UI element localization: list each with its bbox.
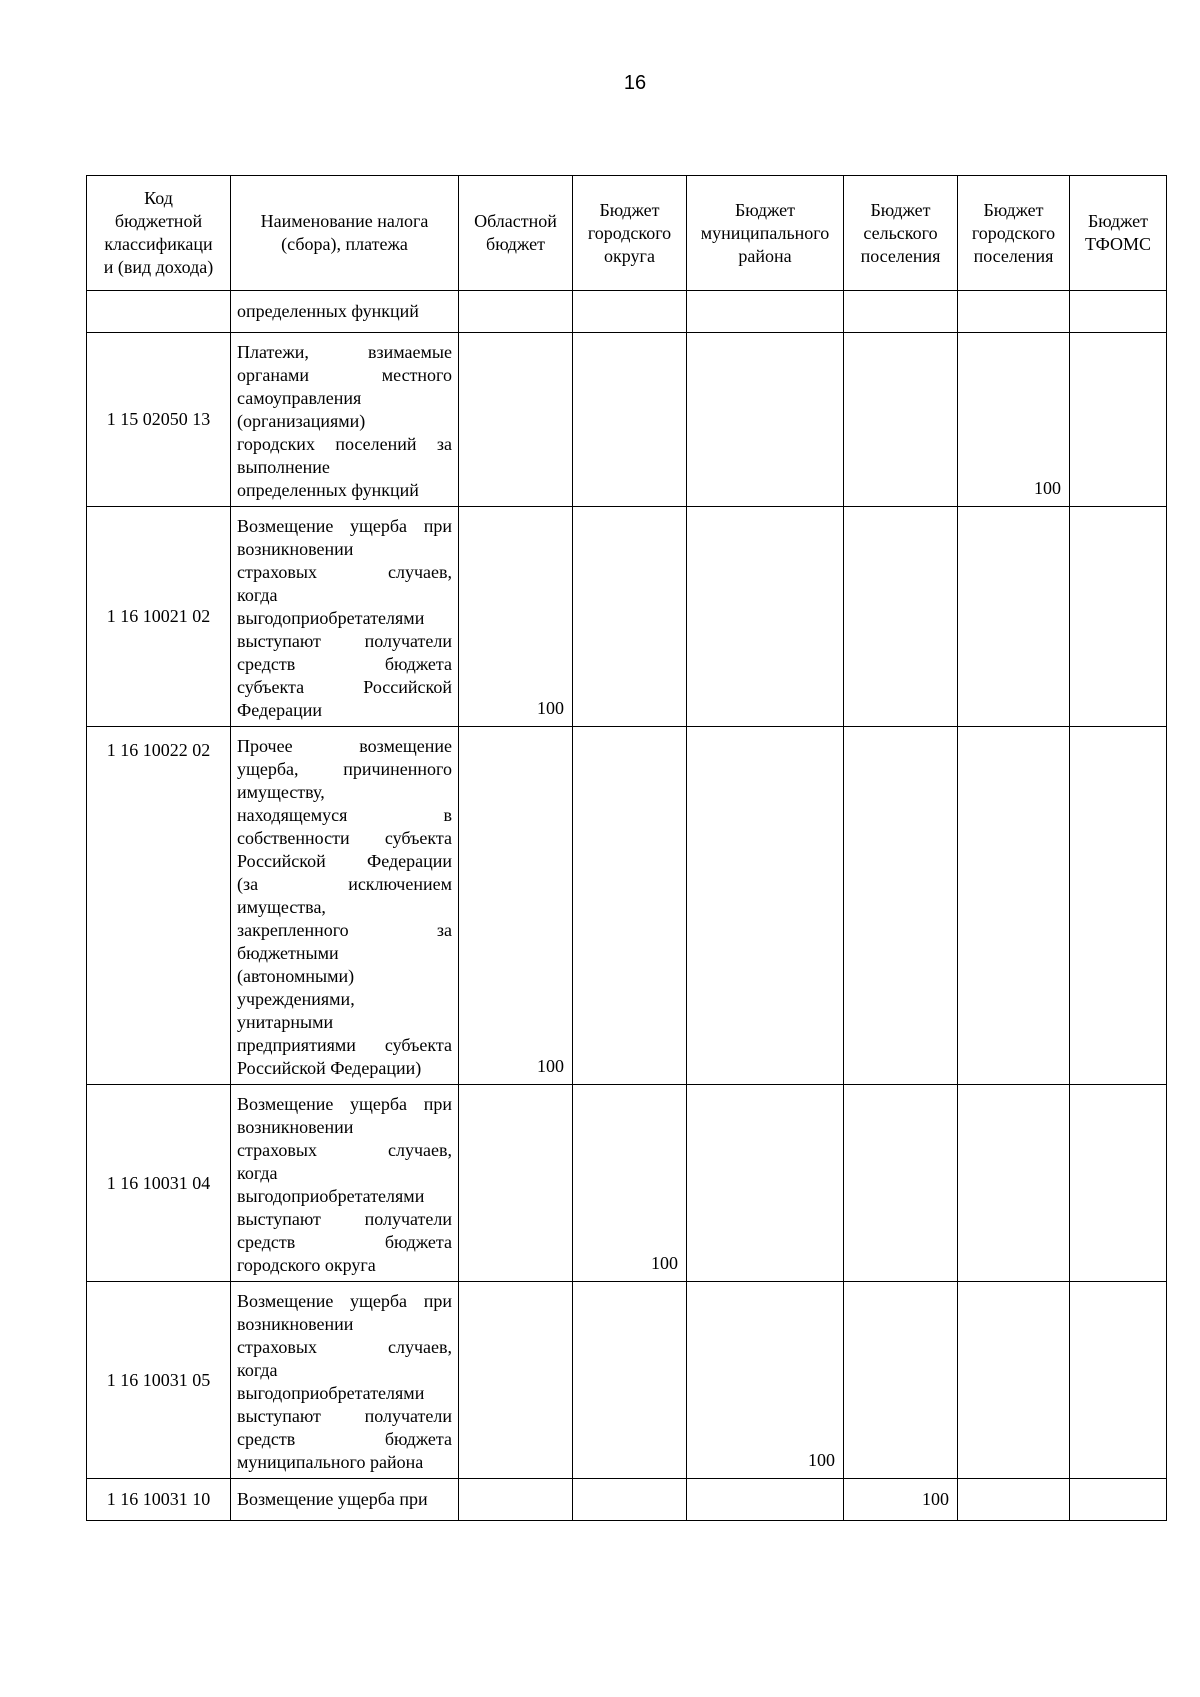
table-row: [87, 1085, 1167, 1282]
municipal-district-budget-cell: [687, 291, 844, 333]
tfoms-budget-cell: [1070, 1479, 1167, 1521]
header-line: классификаци: [104, 234, 213, 254]
budget-code-cell: 1 16 10031 04: [87, 1085, 231, 1282]
header-line: Наименование налога: [260, 211, 429, 231]
tax-name-line: Российской Федерации: [237, 851, 452, 871]
header-tax-name: [231, 176, 459, 291]
tax-name-line: собственности субъекта: [237, 828, 452, 848]
tax-name-line: (организациями): [237, 411, 366, 431]
header-regional-budget: [459, 176, 573, 291]
tax-name-line: выступают получатели: [237, 631, 452, 651]
header-line: сельского: [863, 222, 938, 243]
tax-name-line: субъекта Российской: [237, 677, 452, 697]
header-line: (сбора), платежа: [281, 234, 408, 254]
header-line: района: [738, 245, 792, 266]
city-district-budget-cell: [573, 291, 687, 333]
tax-name-line: выступают получатели: [237, 1406, 452, 1426]
tax-name-line: выполнение: [237, 457, 330, 477]
municipal-district-budget-cell: 100: [687, 1282, 844, 1479]
tfoms-budget-cell: [1070, 1282, 1167, 1479]
header-line: Бюджет: [599, 199, 660, 220]
table-header: [87, 176, 1167, 291]
regional-budget-cell: [459, 333, 573, 507]
header-row: [87, 176, 1167, 291]
revenue-distribution-table: [86, 175, 1167, 1521]
tax-name-cell: [231, 333, 459, 507]
tax-name-line: бюджетными: [237, 943, 339, 963]
tax-name-line: учреждениями,: [237, 989, 355, 1009]
header-line: ТФОМС: [1084, 234, 1152, 254]
municipal-district-budget-cell: [687, 1479, 844, 1521]
header-line: Бюджет: [1087, 211, 1149, 231]
tax-name-line: Возмещение ущерба при: [237, 1489, 428, 1509]
tax-name-line: городского округа: [237, 1255, 376, 1275]
tax-name-line: предприятиями субъекта: [237, 1035, 452, 1055]
tax-name-line: Российской Федерации): [237, 1058, 422, 1078]
rural-settlement-budget-cell: [844, 291, 958, 333]
header-line: Бюджет: [983, 199, 1044, 220]
tax-name-line: унитарными: [237, 1012, 334, 1032]
city-district-budget-cell: [573, 333, 687, 507]
tax-name-line: возникновении: [237, 1117, 354, 1137]
header-line: поселения: [973, 245, 1054, 266]
tax-name-line: возникновении: [237, 539, 354, 559]
header-line: Областной: [474, 211, 557, 231]
urban-settlement-budget-cell: [958, 1479, 1070, 1521]
tax-name-line: находящемуся в: [237, 805, 452, 825]
tax-name-line: Прочее возмещение: [237, 736, 452, 756]
header-line: городского: [587, 222, 672, 243]
municipal-district-budget-cell: [687, 1085, 844, 1282]
budget-code-cell: 1 15 02050 13: [87, 333, 231, 507]
tax-name-line: Возмещение ущерба при: [237, 1291, 452, 1311]
tax-name-line: определенных функций: [237, 301, 419, 321]
tax-name-cell: [231, 291, 459, 333]
tfoms-budget-cell: [1070, 1085, 1167, 1282]
tax-name-line: ущерба, причиненного: [237, 759, 452, 779]
tax-name-line: Федерации: [237, 700, 323, 720]
regional-budget-cell: [459, 1085, 573, 1282]
urban-settlement-budget-cell: [958, 1282, 1070, 1479]
budget-code-cell: 1 16 10021 02: [87, 507, 231, 727]
tfoms-budget-cell: [1070, 291, 1167, 333]
rural-settlement-budget-cell: [844, 1085, 958, 1282]
table-row: [87, 333, 1167, 507]
urban-settlement-budget-cell: [958, 507, 1070, 727]
tax-name-line: когда: [237, 1163, 278, 1183]
urban-settlement-budget-cell: 100: [958, 333, 1070, 507]
tax-name-line: возникновении: [237, 1314, 354, 1334]
tax-name-line: определенных функций: [237, 480, 419, 500]
tax-name-cell: [231, 1479, 459, 1521]
tax-name-cell: [231, 1282, 459, 1479]
regional-budget-cell: 100: [459, 507, 573, 727]
header-line: и (вид дохода): [103, 257, 214, 277]
tax-name-line: когда: [237, 1360, 278, 1380]
tax-name-line: страховых случаев,: [237, 1337, 452, 1357]
city-district-budget-cell: [573, 1282, 687, 1479]
header-line: поселения: [860, 245, 941, 266]
tax-name-line: муниципального района: [237, 1452, 424, 1472]
urban-settlement-budget-cell: [958, 291, 1070, 333]
header-line: бюджет: [486, 234, 545, 254]
tax-name-cell: [231, 507, 459, 727]
tax-name-line: Возмещение ущерба при: [237, 516, 452, 536]
budget-code-cell: [87, 291, 231, 333]
header-urban-settlement-budget: [958, 176, 1070, 291]
header-line: Бюджет: [870, 199, 931, 220]
urban-settlement-budget-cell: [958, 727, 1070, 1085]
municipal-district-budget-cell: [687, 507, 844, 727]
budget-code-cell: 1 16 10031 10: [87, 1479, 231, 1521]
tax-name-line: имуществу,: [237, 782, 325, 802]
municipal-district-budget-cell: [687, 727, 844, 1085]
tax-name-line: Платежи, взимаемые: [237, 342, 452, 362]
rural-settlement-budget-cell: [844, 727, 958, 1085]
rural-settlement-budget-cell: [844, 507, 958, 727]
tax-name-line: органами местного: [237, 365, 452, 385]
tax-name-line: Возмещение ущерба при: [237, 1094, 452, 1114]
table-row: [87, 291, 1167, 333]
page-number: 16: [623, 72, 647, 94]
regional-budget-cell: [459, 1282, 573, 1479]
table-row: [87, 1282, 1167, 1479]
header-line: муниципального: [700, 222, 830, 243]
city-district-budget-cell: 100: [573, 1085, 687, 1282]
header-tfoms-budget: [1070, 176, 1167, 291]
tax-name-line: самоуправления: [237, 388, 362, 408]
tax-name-cell: [231, 1085, 459, 1282]
tax-name-line: (за исключением: [237, 874, 452, 894]
rural-settlement-budget-cell: [844, 1282, 958, 1479]
municipal-district-budget-cell: [687, 333, 844, 507]
rural-settlement-budget-cell: [844, 333, 958, 507]
table-row: [87, 507, 1167, 727]
header-code: [87, 176, 231, 291]
budget-code-cell: 1 16 10031 05: [87, 1282, 231, 1479]
tax-name-line: средств бюджета: [237, 654, 452, 674]
header-line: городского: [971, 222, 1056, 243]
budget-code-cell: 1 16 10022 02: [87, 727, 231, 1085]
header-line: бюджетной: [114, 211, 203, 231]
rural-settlement-budget-cell: 100: [844, 1479, 958, 1521]
table-row: [87, 1479, 1167, 1521]
tax-name-line: средств бюджета: [237, 1232, 452, 1252]
tfoms-budget-cell: [1070, 727, 1167, 1085]
header-city-district-budget: [573, 176, 687, 291]
tax-name-line: средств бюджета: [237, 1429, 452, 1449]
header-rural-settlement-budget: [844, 176, 958, 291]
city-district-budget-cell: [573, 507, 687, 727]
regional-budget-cell: 100: [459, 727, 573, 1085]
regional-budget-cell: [459, 291, 573, 333]
city-district-budget-cell: [573, 727, 687, 1085]
tax-name-line: выступают получатели: [237, 1209, 452, 1229]
tax-name-line: выгодоприобретателями: [237, 608, 425, 628]
header-line: Код: [144, 188, 173, 208]
tax-name-line: (автономными): [237, 966, 355, 986]
tax-name-line: когда: [237, 585, 278, 605]
header-line: округа: [604, 245, 655, 266]
city-district-budget-cell: [573, 1479, 687, 1521]
tax-name-line: страховых случаев,: [237, 562, 452, 582]
tax-name-line: страховых случаев,: [237, 1140, 452, 1160]
tfoms-budget-cell: [1070, 333, 1167, 507]
urban-settlement-budget-cell: [958, 1085, 1070, 1282]
tax-name-line: имущества,: [237, 897, 326, 917]
header-municipal-district-budget: [687, 176, 844, 291]
tax-name-line: выгодоприобретателями: [237, 1383, 425, 1403]
tax-name-cell: [231, 727, 459, 1085]
tax-name-line: закрепленного за: [237, 920, 452, 940]
header-line: Бюджет: [734, 199, 796, 220]
tax-name-line: выгодоприобретателями: [237, 1186, 425, 1206]
tax-name-line: городских поселений за: [237, 434, 452, 454]
table-row: [87, 727, 1167, 1085]
table-body: [87, 291, 1167, 1521]
regional-budget-cell: [459, 1479, 573, 1521]
tfoms-budget-cell: [1070, 507, 1167, 727]
